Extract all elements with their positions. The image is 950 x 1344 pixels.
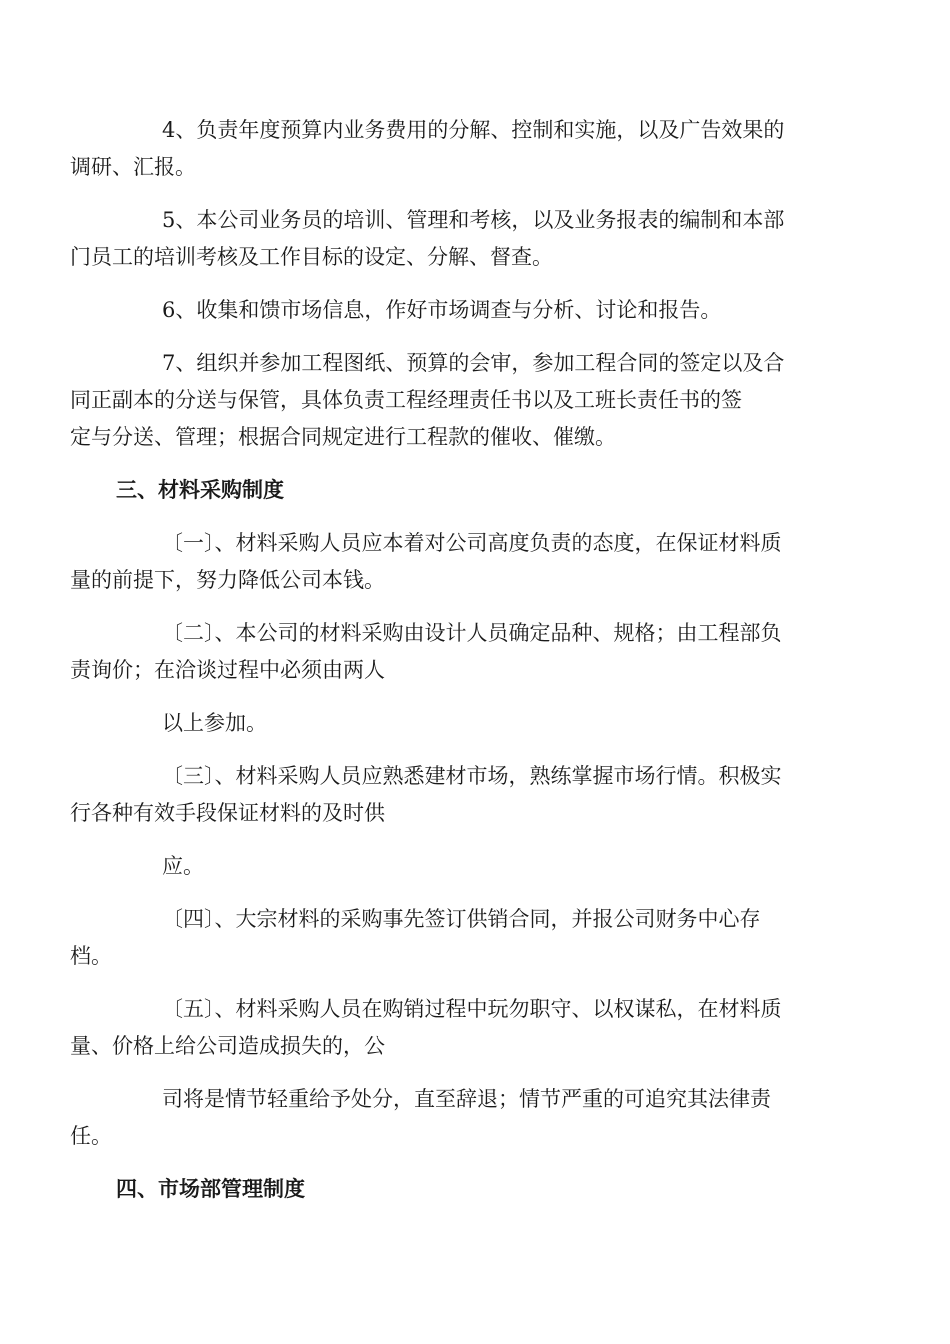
paragraph-line: 〔四〕、大宗材料的采购事先签订供销合同，并报公司财务中心存 bbox=[162, 907, 761, 931]
section-heading-3: 三、材料采购制度 bbox=[116, 478, 284, 502]
paragraph-line: 7、组织并参加工程图纸、预算的会审，参加工程合同的签定以及合 bbox=[162, 351, 785, 375]
section3-item-3 bbox=[70, 758, 832, 832]
paragraph-line: 调研、汇报。 bbox=[70, 155, 196, 179]
paragraph-line: 5、本公司业务员的培训、管理和考核，以及业务报表的编制和本部 bbox=[162, 208, 785, 232]
paragraph-5 bbox=[70, 202, 832, 276]
paragraph-line: 同正副本的分送与保管，具体负责工程经理责任书以及工班长责任书的签 bbox=[70, 388, 742, 412]
paragraph-6 bbox=[116, 292, 832, 329]
paragraph-4 bbox=[70, 112, 832, 186]
paragraph-line: 4、负责年度预算内业务费用的分解、控制和实施，以及广告效果的 bbox=[162, 118, 785, 142]
paragraph-line: 行各种有效手段保证材料的及时供 bbox=[70, 801, 385, 825]
section3-item-1 bbox=[70, 525, 832, 599]
paragraph-line: 〔一〕、材料采购人员应本着对公司高度负责的态度，在保证材料质 bbox=[162, 531, 782, 555]
paragraph-7 bbox=[70, 345, 832, 456]
document-body bbox=[70, 112, 832, 1224]
paragraph-line: 任。 bbox=[70, 1124, 112, 1148]
paragraph-line: 档。 bbox=[70, 944, 112, 968]
paragraph-line: 〔三〕、材料采购人员应熟悉建材市场，熟练掌握市场行情。积极实 bbox=[162, 764, 782, 788]
section3-item-2-continuation: 以上参加。 bbox=[162, 711, 267, 735]
paragraph-line: 司将是情节轻重给予处分，直至辞退；情节严重的可追究其法律责 bbox=[162, 1087, 771, 1111]
paragraph-line: 6、收集和馈市场信息，作好市场调查与分析、讨论和报告。 bbox=[162, 298, 722, 322]
section3-item-5 bbox=[70, 991, 832, 1065]
paragraph-line: 〔二〕、本公司的材料采购由设计人员确定品种、规格；由工程部负 bbox=[162, 621, 782, 645]
paragraph-line: 定与分送、管理；根据合同规定进行工程款的催收、催缴。 bbox=[70, 425, 616, 449]
section3-item-5-continuation bbox=[70, 1081, 832, 1155]
paragraph-line: 责询价；在洽谈过程中必须由两人 bbox=[70, 658, 385, 682]
paragraph-line: 量的前提下，努力降低公司本钱。 bbox=[70, 568, 385, 592]
paragraph-line: 〔五〕、材料采购人员在购销过程中玩勿职守、以权谋私，在材料质 bbox=[162, 997, 782, 1021]
paragraph-line: 量、价格上给公司造成损失的，公 bbox=[70, 1034, 385, 1058]
paragraph-line: 门员工的培训考核及工作目标的设定、分解、督查。 bbox=[70, 245, 553, 269]
section3-item-2 bbox=[70, 615, 832, 689]
section3-item-3-continuation: 应。 bbox=[162, 854, 204, 878]
section3-item-4 bbox=[70, 901, 832, 975]
section-heading-4: 四、市场部管理制度 bbox=[116, 1177, 305, 1201]
